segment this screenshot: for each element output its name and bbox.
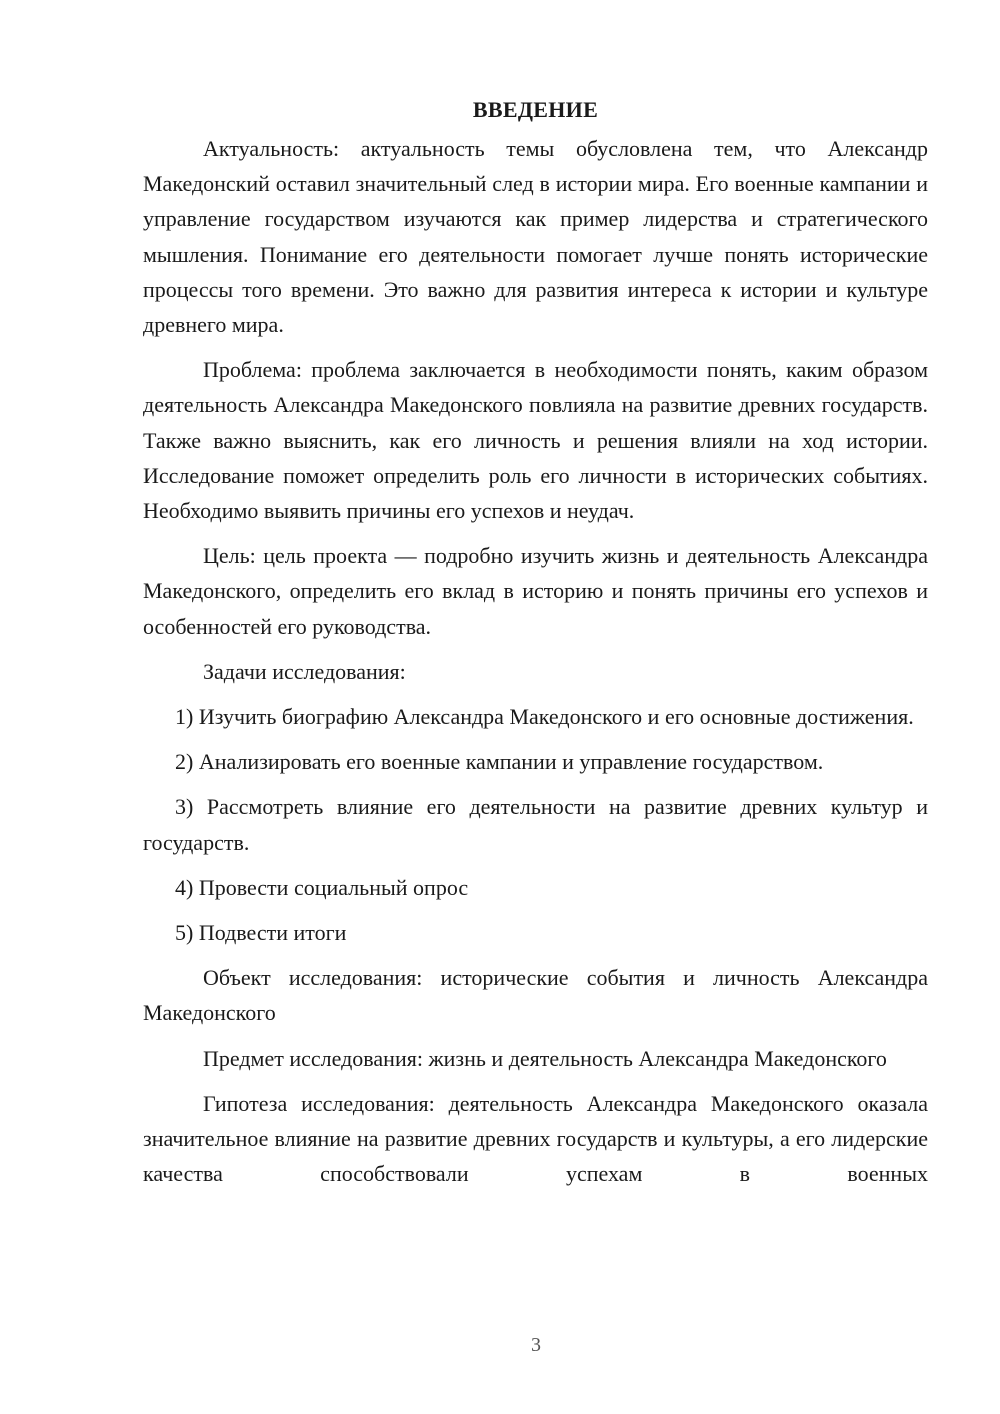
task-item-2: 2) Анализировать его военные кампании и управление государством.	[175, 749, 824, 775]
subject-paragraph: Предмет исследования: жизнь и деятельность Александра Македонского	[203, 1045, 887, 1071]
task-item-3: 3) Рассмотреть влияние его деятельности на развитие древних культур и государств.	[143, 794, 928, 855]
section-title: ВВЕДЕНИЕ	[472, 97, 599, 122]
object-paragraph: Объект исследования: исторические события и личность Александра Македонского	[143, 965, 928, 1026]
problem-paragraph: Проблема: проблема заключается в необходимости понять, каким образом деятельность Александра Македонского повлияла на развитие древних государств. Также важно выяснить, как его личность и решения влияли на ход истории. Исследование поможет определить роль его личности в исторических событиях. Необходимо выявить причины его успехов и неудач.	[143, 357, 928, 524]
task-item-5: 5) Подвести итоги	[175, 920, 347, 946]
document-page	[143, 92, 928, 1201]
tasks-heading: Задачи исследования:	[203, 658, 406, 684]
task-item-4: 4) Провести социальный опрос	[175, 874, 469, 900]
hypothesis-paragraph: Гипотеза исследования: деятельность Александра Македонского оказала значительное влияние на развитие древних государств и культуры, а его лидерские качества способствовали успехам в военных	[143, 1090, 928, 1187]
relevance-paragraph: Актуальность: актуальность темы обусловлена тем, что Александр Македонский оставил значительный след в истории мира. Его военные кампании и управление государством изучаются как пример лидерства и стратегического мышления. Понимание его деятельности помогает лучше понять исторические процессы того времени. Это важно для развития интереса к истории и культуре древнего мира.	[143, 136, 928, 338]
goal-paragraph: Цель: цель проекта — подробно изучить жизнь и деятельность Александра Македонского, определить его вклад в историю и понять причины его успехов и особенностей его руководства.	[143, 543, 928, 639]
page-number: 3	[531, 1334, 541, 1356]
task-item-1: 1) Изучить биографию Александра Македонского и его основные достижения.	[175, 704, 914, 730]
